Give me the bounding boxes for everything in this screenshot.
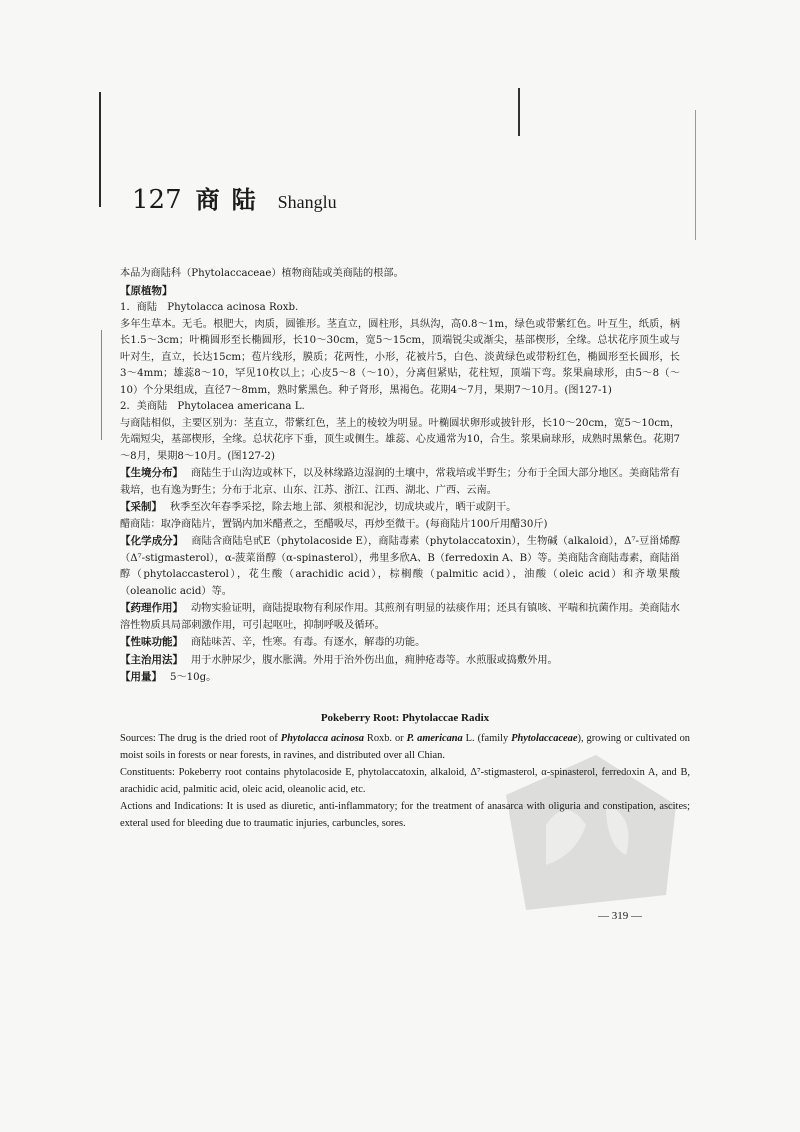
entry-chinese-name: 商陆 <box>195 186 268 214</box>
scan-edge-artifact <box>518 88 520 136</box>
sources-text: Sources: The drug is the dried root of <box>120 733 281 744</box>
english-title: Pokeberry Root: Phytolaccae Radix <box>320 712 490 724</box>
section-heading: 【药理作用】 <box>120 602 183 614</box>
family-name: Phytolaccaceae <box>511 733 578 744</box>
section-heading: 【性味功能】 <box>120 636 183 648</box>
english-summary <box>120 712 690 832</box>
sources-text: ), growing or cultivated on moist soils in forests or near forests, in ravines, and distributed over all Chian. <box>120 733 690 761</box>
habitat-text: 商陆生于山沟边或林下，以及林缘路边湿润的土壤中，常栽培或半野生；分布于全国大部分地区。美商陆常有栽培，也有逸为野生；分布于北京、山东、江苏、浙江、江西、湖北、广西、云南。 <box>120 468 680 496</box>
page-number: — 319 — <box>598 910 642 922</box>
english-sources <box>120 730 690 764</box>
scan-edge-artifact <box>695 110 696 240</box>
entry-pinyin: Shanglu <box>277 192 337 212</box>
section-heading: 【用量】 <box>120 671 162 683</box>
nature-text: 商陆味苦、辛，性寒。有毒。有逐水，解毒的功能。 <box>191 637 426 648</box>
section-heading: 【化学成分】 <box>120 535 184 547</box>
english-constituents: Constituents: Pokeberry root contains phytolacoside E, phytolaccatoxin, alkaloid, Δ⁷-stigmasterol, α-spinasterol, ferredoxin A, and B, arachidic acid, palmitic acid, oleic acid, oleanolic acid, etc. <box>120 767 690 795</box>
plant1-description: 多年生草本。无毛。根肥大，肉质，圆锥形。茎直立，圆柱形，具纵沟，高0.8～1m，绿色或带紫红色。叶互生，纸质，柄长1.5～3cm；叶椭圆形至长椭圆形，长10～30cm，宽5～15cm，顶端锐尖或渐尖，基部楔形，全缘。总状花序顶生或与叶对生，直立，长达15cm；苞片线形，膜质；花两性，小形，花被片5，白色、淡黄绿色或带粉红色，椭圆形至长圆形，长3～4mm；雄蕊8～10，罕见10枚以上；心皮5～8（～10），分离但紧贴，花柱短，顶端下弯。浆果扁球形，由5～8（～10）个分果组成，直径7～8mm，熟时紫黑色。种子肾形，黑褐色。花期4～7月，果期7～10月。(图127-1) <box>120 318 680 396</box>
plant2-name: 2．美商陆 Phytolacea americana L. <box>120 401 305 412</box>
chinese-body <box>120 266 680 687</box>
species-name: P. americana <box>406 733 463 744</box>
chemistry-text: 商陆含商陆皂甙E（phytolacoside E），商陆毒素（phytolaccatoxin），生物碱（alkaloid），Δ⁷-豆甾烯醇（Δ⁷-stigmasterol），α-菠菜甾醇（α-spinasterol），弗里多欣A、B（ferredoxin A、B）等。美商陆含商陆毒素，商陆甾醇（phytolaccasterol），花生酸（arachidic acid），棕榈酸（palmitic acid），油酸（oleic acid）和齐墩果酸（oleanolic acid）等。 <box>120 536 681 597</box>
usage-text: 用于水肿尿少，腹水胀满。外用于治外伤出血，痈肿疮毒等。水煎服或捣敷外用。 <box>191 654 558 666</box>
section-heading: 【采制】 <box>120 501 162 513</box>
dose-text: 5～10g。 <box>170 672 217 683</box>
section-heading: 【生境分布】 <box>120 467 183 479</box>
plant2-description: 与商陆相似，主要区别为：茎直立，带紫红色，茎上的棱较为明显。叶椭圆状卵形或披针形，长10～20cm，宽5～10cm，先端短尖，基部楔形，全缘。总状花序下垂，顶生或侧生。雄蕊、心皮通常为10，合生。浆果扁球形，成熟时黑紫色。花期7～8月，果期8～10月。(图127-2) <box>120 417 680 462</box>
entry-title <box>132 180 337 215</box>
harvest-vinegar-text: 醋商陆：取净商陆片，置锅内加米醋煮之，至醋吸尽，再炒至微干。(每商陆片100斤用醋30斤) <box>120 518 548 530</box>
pharmacology-text: 动物实验证明，商陆提取物有利尿作用。其煎剂有明显的祛痰作用；还具有镇咳、平喘和抗菌作用。美商陆水溶性物质具局部刺激作用，可引起呕吐，抑制呼吸及循环。 <box>120 603 680 631</box>
sources-text: L. (family <box>462 733 512 744</box>
plant1-name: 1．商陆 Phytolacca acinosa Roxb. <box>120 302 299 313</box>
section-heading: 【原植物】 <box>120 284 173 297</box>
species-name: Phytolacca acinosa <box>280 733 364 744</box>
section-heading: 【主治用法】 <box>120 653 183 666</box>
scan-edge-artifact <box>101 330 102 440</box>
entry-number: 127 <box>132 185 182 215</box>
harvest-text: 秋季至次年春季采挖，除去地上部、须根和泥沙，切成块或片，晒干或阴干。 <box>170 502 517 513</box>
sources-text: Roxb. or <box>363 733 407 744</box>
scan-edge-artifact <box>99 92 101 207</box>
english-actions: Actions and Indications: It is used as diuretic, anti-inflammatory; for the treatment of anasarca with oliguria and constipation, ascites; exteral used for bleeding due to traumatic injuries, carbuncles, sores. <box>120 801 690 829</box>
intro-text: 本品为商陆科（Phytolaccaceae）植物商陆或美商陆的根部。 <box>120 268 404 279</box>
